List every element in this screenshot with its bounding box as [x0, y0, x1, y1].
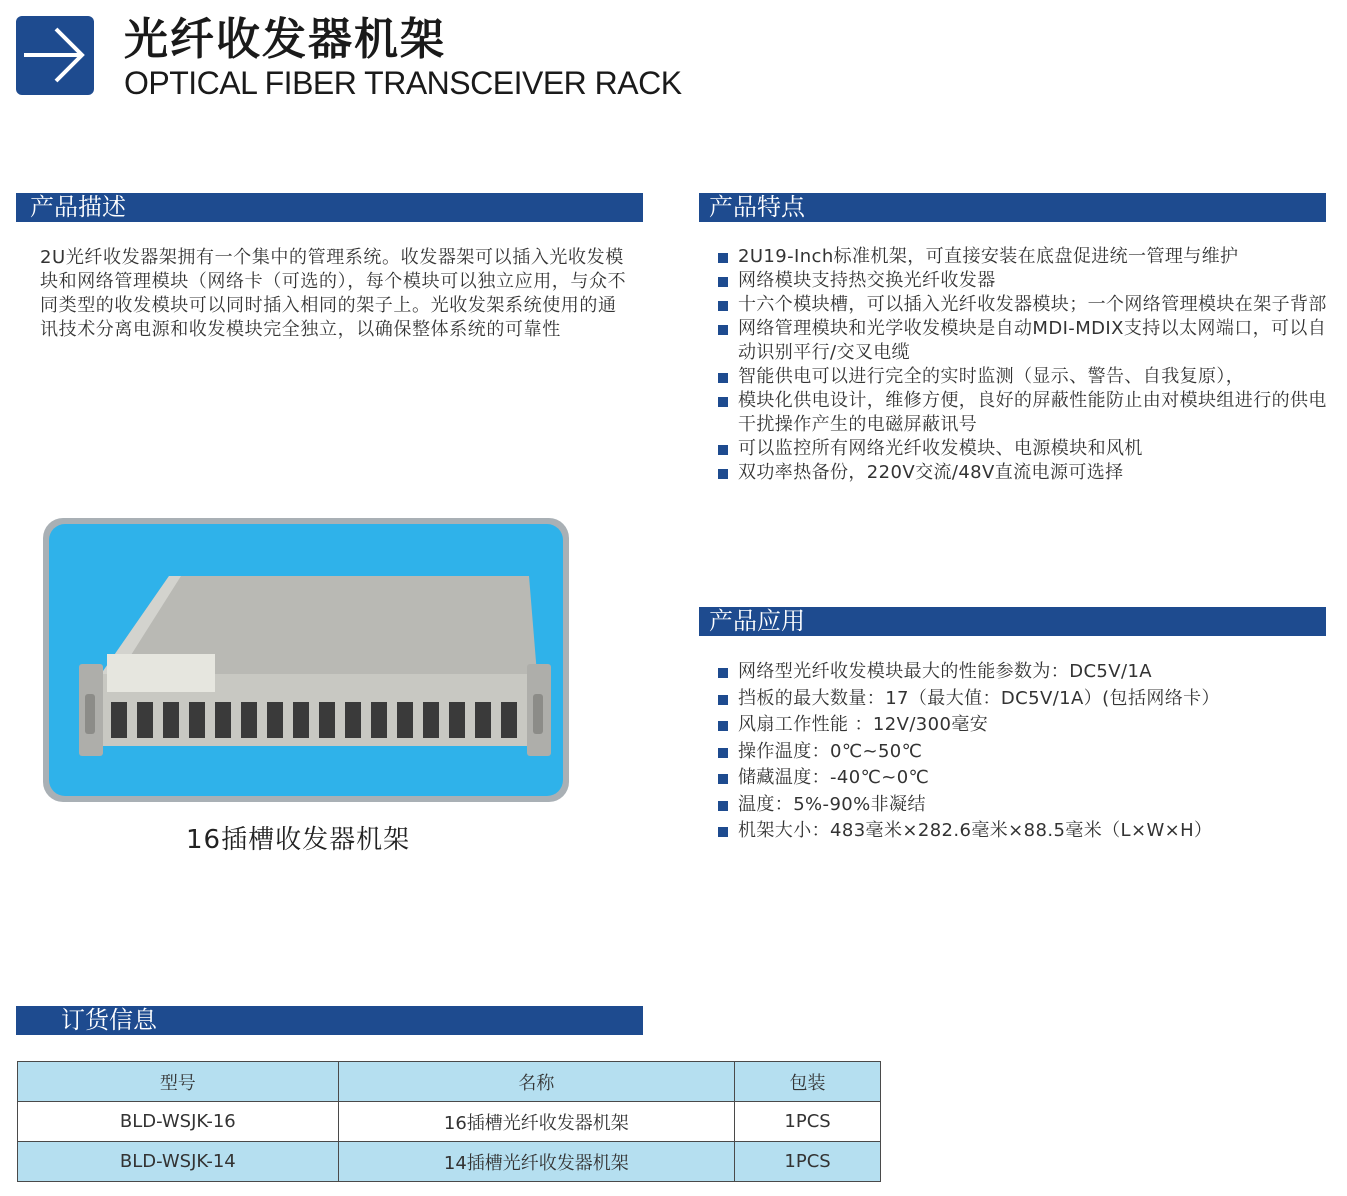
cell-model: BLD-WSJK-16 — [18, 1102, 339, 1142]
logo — [16, 16, 94, 95]
cell-name: 14插槽光纤收发器机架 — [338, 1142, 734, 1182]
list-item — [718, 245, 1328, 269]
list-item — [718, 712, 1328, 739]
page-subtitle: OPTICAL FIBER TRANSCEIVER RACK — [124, 65, 682, 101]
product-photo — [49, 524, 563, 796]
list-item — [718, 659, 1328, 686]
square-bullet-icon — [718, 373, 728, 383]
square-bullet-icon — [718, 695, 728, 705]
square-bullet-icon — [718, 774, 728, 784]
list-item-text: 储藏温度：-40℃~0℃ — [738, 767, 930, 788]
list-item-text: 2U19-Inch标准机架，可直接安装在底盘促进统一管理与维护 — [738, 246, 1239, 267]
square-bullet-icon — [718, 827, 728, 837]
arrow-right-icon — [16, 16, 94, 95]
list-item — [718, 686, 1328, 713]
list-item-text: 智能供电可以进行完全的实时监测（显示、警告、自我复原）， — [738, 366, 1245, 387]
order-heading: 订货信息 — [16, 1006, 643, 1035]
square-bullet-icon — [718, 801, 728, 811]
features-heading: 产品特点 — [699, 193, 1326, 222]
column-header-package: 包装 — [735, 1062, 881, 1102]
list-item — [718, 437, 1328, 461]
square-bullet-icon — [718, 277, 728, 287]
list-item-text: 网络模块支持热交换光纤收发器 — [738, 270, 996, 291]
square-bullet-icon — [718, 253, 728, 263]
list-item-text: 网络管理模块和光学收发模块是自动MDI-MDIX支持以太网端口，可以自动识别平行/交叉电缆 — [738, 318, 1327, 363]
features-list — [718, 245, 1328, 485]
list-item-text: 操作温度：0℃~50℃ — [738, 740, 923, 762]
square-bullet-icon — [718, 301, 728, 311]
description-heading: 产品描述 — [16, 193, 643, 222]
application-list — [718, 659, 1328, 845]
column-header-model: 型号 — [18, 1062, 339, 1102]
list-item-text: 挡板的最大数量：17（最大值：DC5V/1A）(包括网络卡） — [738, 687, 1220, 709]
list-item-text: 可以监控所有网络光纤收发模块、电源模块和风机 — [738, 438, 1143, 459]
list-item-text: 网络型光纤收发模块最大的性能参数为：DC5V/1A — [738, 661, 1153, 682]
list-item — [718, 317, 1328, 365]
list-item — [718, 818, 1328, 845]
square-bullet-icon — [718, 445, 728, 455]
square-bullet-icon — [718, 397, 728, 407]
list-item-text: 温度：5%-90%非凝结 — [738, 793, 926, 815]
column-header-name: 名称 — [338, 1062, 734, 1102]
cell-name: 16插槽光纤收发器机架 — [338, 1102, 734, 1142]
rack-image — [49, 524, 563, 796]
square-bullet-icon — [718, 748, 728, 758]
page-title: 光纤收发器机架 — [124, 14, 446, 65]
list-item-text: 风扇工作性能 ：12V/300毫安 — [738, 714, 989, 735]
application-heading: 产品应用 — [699, 607, 1326, 636]
square-bullet-icon — [718, 469, 728, 479]
square-bullet-icon — [718, 668, 728, 678]
list-item — [718, 739, 1328, 766]
table-row — [18, 1102, 881, 1142]
list-item — [718, 461, 1328, 485]
square-bullet-icon — [718, 721, 728, 731]
list-item — [718, 269, 1328, 293]
list-item — [718, 765, 1328, 792]
list-item-text: 机架大小：483毫米×282.6毫米×88.5毫米（L×W×H） — [738, 820, 1213, 841]
list-item — [718, 365, 1328, 389]
list-item-text: 双功率热备份，220V交流/48V直流电源可选择 — [738, 462, 1124, 483]
list-item — [718, 792, 1328, 819]
list-item-text: 十六个模块槽，可以插入光纤收发器模块；一个网络管理模块在架子背部 — [738, 294, 1327, 315]
list-item — [718, 389, 1328, 437]
product-photo-frame — [43, 518, 569, 802]
product-photo-caption: 16插槽收发器机架 — [186, 825, 411, 855]
order-table — [17, 1061, 881, 1182]
table-header-row — [18, 1062, 881, 1102]
cell-package: 1PCS — [735, 1102, 881, 1142]
list-item-text: 模块化供电设计，维修方便，良好的屏蔽性能防止由对模块组进行的供电干扰操作产生的电磁屏蔽讯号 — [738, 390, 1327, 435]
list-item — [718, 293, 1328, 317]
table-row — [18, 1142, 881, 1182]
description-text: 2U光纤收发器架拥有一个集中的管理系统。收发器架可以插入光收发模块和网络管理模块（网络卡（可选的），每个模块可以独立应用，与众不同类型的收发模块可以同时插入相同的架子上。光收发架系统使用的通讯技术分离电源和收发模块完全独立，以确保整体系统的可靠性 — [40, 247, 627, 340]
cell-model: BLD-WSJK-14 — [18, 1142, 339, 1182]
square-bullet-icon — [718, 325, 728, 335]
cell-package: 1PCS — [735, 1142, 881, 1182]
